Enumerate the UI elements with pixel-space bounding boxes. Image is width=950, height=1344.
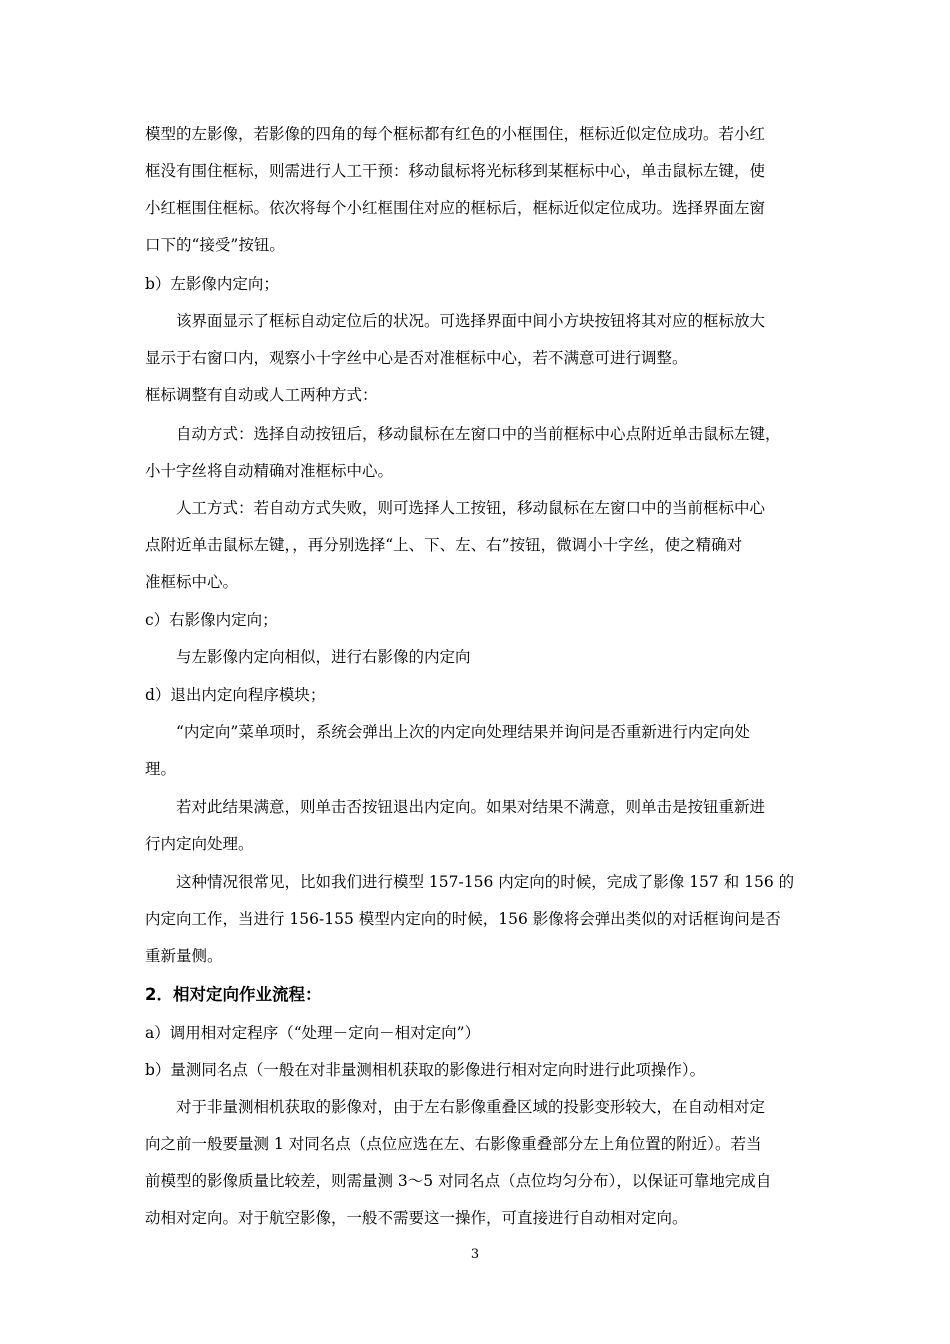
paragraph-line: 口下的“接受”按钮。 xyxy=(145,236,285,254)
paragraph-line: 重新量侧。 xyxy=(145,947,223,965)
paragraph-line: 这种情况很常见，比如我们进行模型 157-156 内定向的时候，完成了影像 157 和 156 的 xyxy=(176,873,795,891)
paragraph-line: 前模型的影像质量比较差，则需量测 3～5 对同名点（点位均匀分布），以保证可靠地完成自 xyxy=(145,1172,772,1190)
paragraph-line: 对于非量测相机获取的影像对，由于左右影像重叠区域的投影变形较大，在自动相对定 xyxy=(176,1098,766,1116)
paragraph-line: “内定向”菜单项时，系统会弹出上次的内定向处理结果并询问是否重新进行内定向处 xyxy=(176,723,750,741)
paragraph-line: 与左影像内定向相似，进行右影像的内定向 xyxy=(176,648,471,666)
paragraph-line: 自动方式：选择自动按钮后，移动鼠标在左窗口中的当前框标中心点附近单击鼠标左键， xyxy=(176,425,781,443)
paragraph-line: 若对此结果满意，则单击否按钮退出内定向。如果对结果不满意，则单击是按钮重新进 xyxy=(176,798,766,816)
paragraph-line: 框标调整有自动或人工两种方式： xyxy=(145,386,378,404)
paragraph-line: 框没有围住框标，则需进行人工干预：移动鼠标将光标移到某框标中心，单击鼠标左键，使 xyxy=(145,162,766,180)
paragraph-line: 动相对定向。对于航空影像，一般不需要这一操作，可直接进行自动相对定向。 xyxy=(145,1209,688,1227)
paragraph-line: 人工方式：若自动方式失败，则可选择人工按钮，移动鼠标在左窗口中的当前框标中心 xyxy=(176,499,766,517)
section-heading: 2．相对定向作业流程： xyxy=(145,985,322,1004)
list-item-c: c）右影像内定向； xyxy=(145,611,278,629)
list-item-d: d）退出内定向程序模块； xyxy=(145,686,326,704)
list-item-b: b）量测同名点（一般在对非量测相机获取的影像进行相对定向时进行此项操作）。 xyxy=(145,1061,706,1079)
paragraph-line: 该界面显示了框标自动定位后的状况。可选择界面中间小方块按钮将其对应的框标放大 xyxy=(176,312,766,330)
page-number: 3 xyxy=(470,1247,480,1262)
paragraph-line: 准框标中心。 xyxy=(145,573,239,591)
paragraph-line: 小十字丝将自动精确对准框标中心。 xyxy=(145,462,394,480)
list-item-a: a）调用相对定程序（“处理－定向－相对定向”） xyxy=(145,1024,481,1042)
paragraph-line: 点附近单击鼠标左键，，再分别选择“上、下、左、右”按钮，微调小十字丝，使之精确对 xyxy=(145,536,743,554)
paragraph-line: 内定向工作，当进行 156-155 模型内定向的时候，156 影像将会弹出类似的对话框询问是否 xyxy=(145,910,781,928)
paragraph-line: 行内定向处理。 xyxy=(145,835,254,853)
paragraph-line: 显示于右窗口内，观察小十字丝中心是否对准框标中心，若不满意可进行调整。 xyxy=(145,349,688,367)
paragraph-line: 模型的左影像，若影像的四角的每个框标都有红色的小框围住，框标近似定位成功。若小红 xyxy=(145,125,766,143)
list-item-b: b）左影像内定向； xyxy=(145,275,279,293)
paragraph-line: 理。 xyxy=(145,760,177,778)
paragraph-line: 向之前一般要量测 1 对同名点（点位应选在左、右影像重叠部分左上角位置的附近）。若当 xyxy=(145,1135,762,1153)
paragraph-line: 小红框围住框标。依次将每个小红框围住对应的框标后，框标近似定位成功。选择界面左窗 xyxy=(145,199,766,217)
